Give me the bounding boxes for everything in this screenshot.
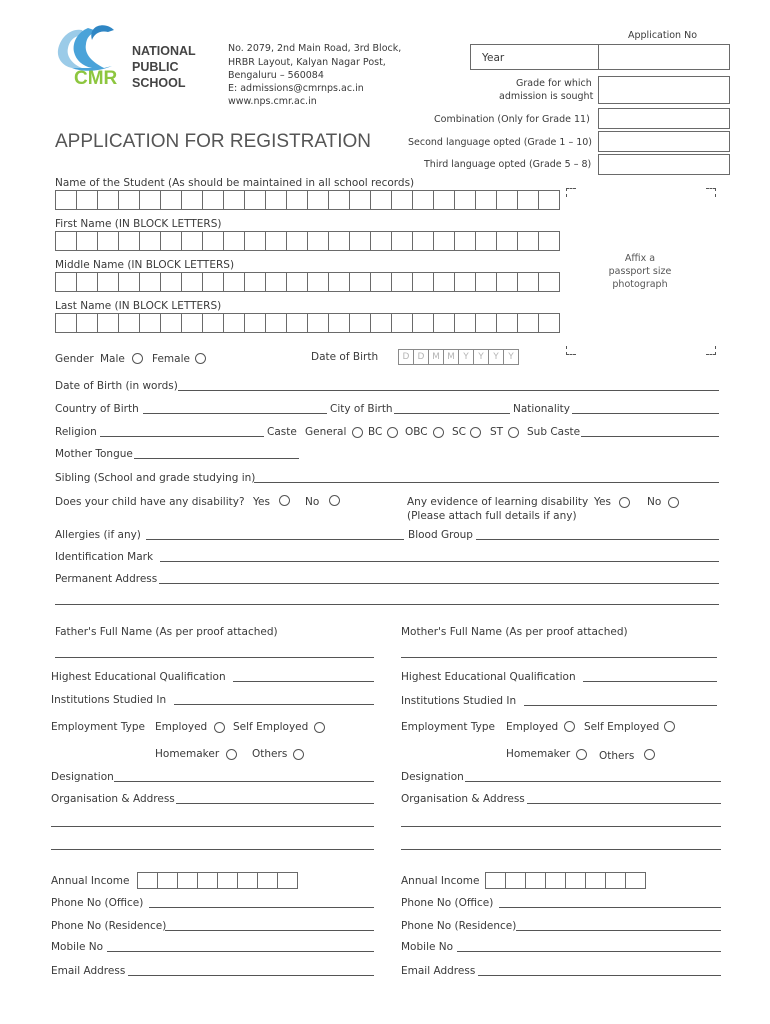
father-institutions-field[interactable] [174,704,374,705]
bc-radio[interactable] [387,427,398,438]
permanent-address-field-2[interactable] [55,604,719,605]
mother-mobile-label: Mobile No [401,941,454,953]
school-logo [52,24,202,94]
third-language-label: Third language opted (Grade 5 – 8) [424,159,592,170]
father-organisation-field[interactable] [176,803,374,804]
disability-yes-radio[interactable] [279,495,290,506]
middle-name-cells[interactable] [56,272,560,292]
father-income-label: Annual Income [51,875,130,887]
address-email: E: admissions@cmrnps.ac.in [228,83,364,94]
mother-employed-radio[interactable] [564,721,575,732]
father-homemaker-label: Homemaker [155,748,220,760]
address-website: www.nps.cmr.ac.in [228,96,317,107]
permanent-address-label: Permanent Address [55,573,158,585]
general-label: General [305,426,347,438]
identification-field[interactable] [160,561,719,562]
mother-institutions-field[interactable] [524,705,717,706]
dob-words-field[interactable] [178,390,719,391]
photo-text: Affix a [624,253,656,264]
mother-designation-field[interactable] [465,781,721,782]
male-radio[interactable] [132,353,143,364]
sc-radio[interactable] [470,427,481,438]
disability-label: Does your child have any disability? [55,496,245,508]
father-qualification-field[interactable] [233,681,374,682]
country-field[interactable] [143,413,327,414]
allergies-field[interactable] [146,539,404,540]
mother-income-label: Annual Income [401,875,480,887]
obc-radio[interactable] [433,427,444,438]
learning-disability-label: Any evidence of learning disability [407,496,589,508]
mother-homemaker-label: Homemaker [506,748,571,760]
student-name-cells[interactable] [56,190,560,210]
dob-box-year[interactable]: Y [458,349,474,365]
city-label: City of Birth [330,403,393,415]
mother-qualification-label: Highest Educational Qualification [401,671,576,683]
father-organisation-field-2[interactable] [51,826,374,827]
application-no-label: Application No [628,30,698,41]
mother-homemaker-radio[interactable] [576,749,587,760]
address-line: Bengaluru – 560084 [228,70,324,81]
mother-phone-office-label: Phone No (Office) [401,897,494,909]
photo-corner [566,346,576,355]
sc-label: SC [452,426,466,438]
mother-organisation-field-3[interactable] [401,849,721,850]
father-homemaker-radio[interactable] [226,749,237,760]
religion-field[interactable] [100,436,264,437]
last-name-cells[interactable] [56,313,560,333]
student-name-label: Name of the Student (As should be maintained in all school records) [55,177,415,189]
mother-income-cells[interactable] [486,872,646,889]
male-label: Male [100,353,125,365]
learning-no-label: No [647,496,662,508]
mother-organisation-field[interactable] [527,803,721,804]
disability-no-label: No [305,496,320,508]
disability-no-radio[interactable] [329,495,340,506]
dob-boxes[interactable] [399,349,519,365]
religion-label: Religion [55,426,97,438]
mother-employed-label: Employed [506,721,559,733]
dob-box-month[interactable]: M [428,349,444,365]
second-language-label: Second language opted (Grade 1 – 10) [408,137,593,148]
last-name-label: Last Name (IN BLOCK LETTERS) [55,300,222,312]
father-phone-office-field[interactable] [149,907,374,908]
father-self-employed-radio[interactable] [314,722,325,733]
mother-self-employed-radio[interactable] [664,721,675,732]
sibling-field[interactable] [254,482,719,483]
address-line: No. 2079, 2nd Main Road, 3rd Block, [228,43,402,54]
mother-name-field[interactable] [401,657,717,658]
nationality-label: Nationality [513,403,571,415]
mother-tongue-label: Mother Tongue [55,448,133,460]
mother-qualification-field[interactable] [583,681,717,682]
learning-no-radio[interactable] [668,497,679,508]
sibling-label: Sibling (School and grade studying in) [55,472,256,484]
female-radio[interactable] [195,353,206,364]
father-designation-field[interactable] [114,781,374,782]
father-phone-residence-label: Phone No (Residence) [51,920,167,932]
father-others-radio[interactable] [293,749,304,760]
mother-others-radio[interactable] [644,749,655,760]
photo-corner [706,346,716,355]
dob-box-day[interactable]: D [398,349,414,365]
mother-organisation-field-2[interactable] [401,826,721,827]
allergies-label: Allergies (if any) [55,529,141,541]
dob-box-year[interactable]: Y [488,349,504,365]
divider [598,44,599,70]
father-name-label: Father's Full Name (As per proof attached) [55,626,278,638]
father-mobile-label: Mobile No [51,941,104,953]
st-radio[interactable] [508,427,519,438]
father-qualification-label: Highest Educational Qualification [51,671,226,683]
st-label: ST [490,426,504,438]
father-organisation-field-3[interactable] [51,849,374,850]
grade-label-line2: admission is sought [499,91,594,102]
photo-corner [706,188,716,197]
combination-label: Combination (Only for Grade 11) [434,114,590,125]
sub-caste-label: Sub Caste [527,426,581,438]
mother-phone-residence-field[interactable] [516,930,721,931]
dob-box-year[interactable]: Y [503,349,519,365]
mother-phone-office-field[interactable] [499,907,721,908]
father-employment-label: Employment Type [51,721,145,733]
father-phone-residence-field[interactable] [165,930,374,931]
father-mobile-field[interactable] [107,951,374,952]
father-phone-office-label: Phone No (Office) [51,897,144,909]
logo-line2: PUBLIC [132,60,179,74]
father-name-field[interactable] [55,657,374,658]
obc-label: OBC [405,426,428,438]
city-field[interactable] [394,413,510,414]
year-application-box[interactable] [470,44,730,70]
father-employed-label: Employed [155,721,208,733]
mother-tongue-field[interactable] [134,458,299,459]
first-name-label: First Name (IN BLOCK LETTERS) [55,218,222,230]
mother-phone-residence-label: Phone No (Residence) [401,920,517,932]
first-name-cells[interactable] [56,231,560,251]
disability-yes-label: Yes [253,496,270,508]
sub-caste-field[interactable] [581,436,719,437]
bc-label: BC [368,426,383,438]
dob-label: Date of Birth [311,351,379,363]
blood-group-field[interactable] [476,539,719,540]
mother-name-label: Mother's Full Name (As per proof attached) [401,626,628,638]
grade-input[interactable] [598,76,730,104]
father-institutions-label: Institutions Studied In [51,694,167,706]
page-title: APPLICATION FOR REGISTRATION [55,131,371,152]
permanent-address-field[interactable] [159,583,719,584]
logo-line3: SCHOOL [132,76,186,90]
father-organisation-label: Organisation & Address [51,793,175,805]
attach-details-note: (Please attach full details if any) [407,510,577,522]
female-label: Female [152,353,190,365]
photo-text: passport size [608,266,672,277]
gender-label: Gender [55,353,94,365]
dob-box-month[interactable]: M [443,349,459,365]
photo-corner [566,188,576,197]
father-email-label: Email Address [51,965,126,977]
mother-designation-label: Designation [401,771,464,783]
identification-label: Identification Mark [55,551,154,563]
caste-label: Caste [267,426,297,438]
dob-words-label: Date of Birth (in words) [55,380,178,392]
address-line: HRBR Layout, Kalyan Nagar Post, [228,57,386,68]
mother-institutions-label: Institutions Studied In [401,695,517,707]
second-language-input[interactable] [598,131,730,152]
middle-name-label: Middle Name (IN BLOCK LETTERS) [55,259,235,271]
father-email-field[interactable] [128,975,374,976]
father-self-employed-label: Self Employed [233,721,309,733]
grade-label-line1: Grade for which [516,78,592,89]
logo-brand: CMR [74,68,118,89]
country-label: Country of Birth [55,403,139,415]
logo-line1: NATIONAL [132,44,196,58]
learning-yes-label: Yes [594,496,611,508]
mother-employment-label: Employment Type [401,721,495,733]
nationality-field[interactable] [572,413,719,414]
combination-input[interactable] [598,108,730,129]
year-label: Year [482,52,505,64]
father-income-cells[interactable] [138,872,298,889]
dob-box-day[interactable]: D [413,349,429,365]
blood-group-label: Blood Group [408,529,473,541]
mother-organisation-label: Organisation & Address [401,793,525,805]
general-radio[interactable] [352,427,363,438]
mother-mobile-field[interactable] [457,951,721,952]
father-designation-label: Designation [51,771,114,783]
dob-box-year[interactable]: Y [473,349,489,365]
learning-yes-radio[interactable] [619,497,630,508]
mother-email-label: Email Address [401,965,476,977]
mother-self-employed-label: Self Employed [584,721,660,733]
father-others-label: Others [252,748,288,760]
mother-email-field[interactable] [478,975,721,976]
father-employed-radio[interactable] [214,722,225,733]
mother-others-label: Others [599,750,635,762]
photo-text: photograph [612,279,668,290]
third-language-input[interactable] [598,154,730,175]
